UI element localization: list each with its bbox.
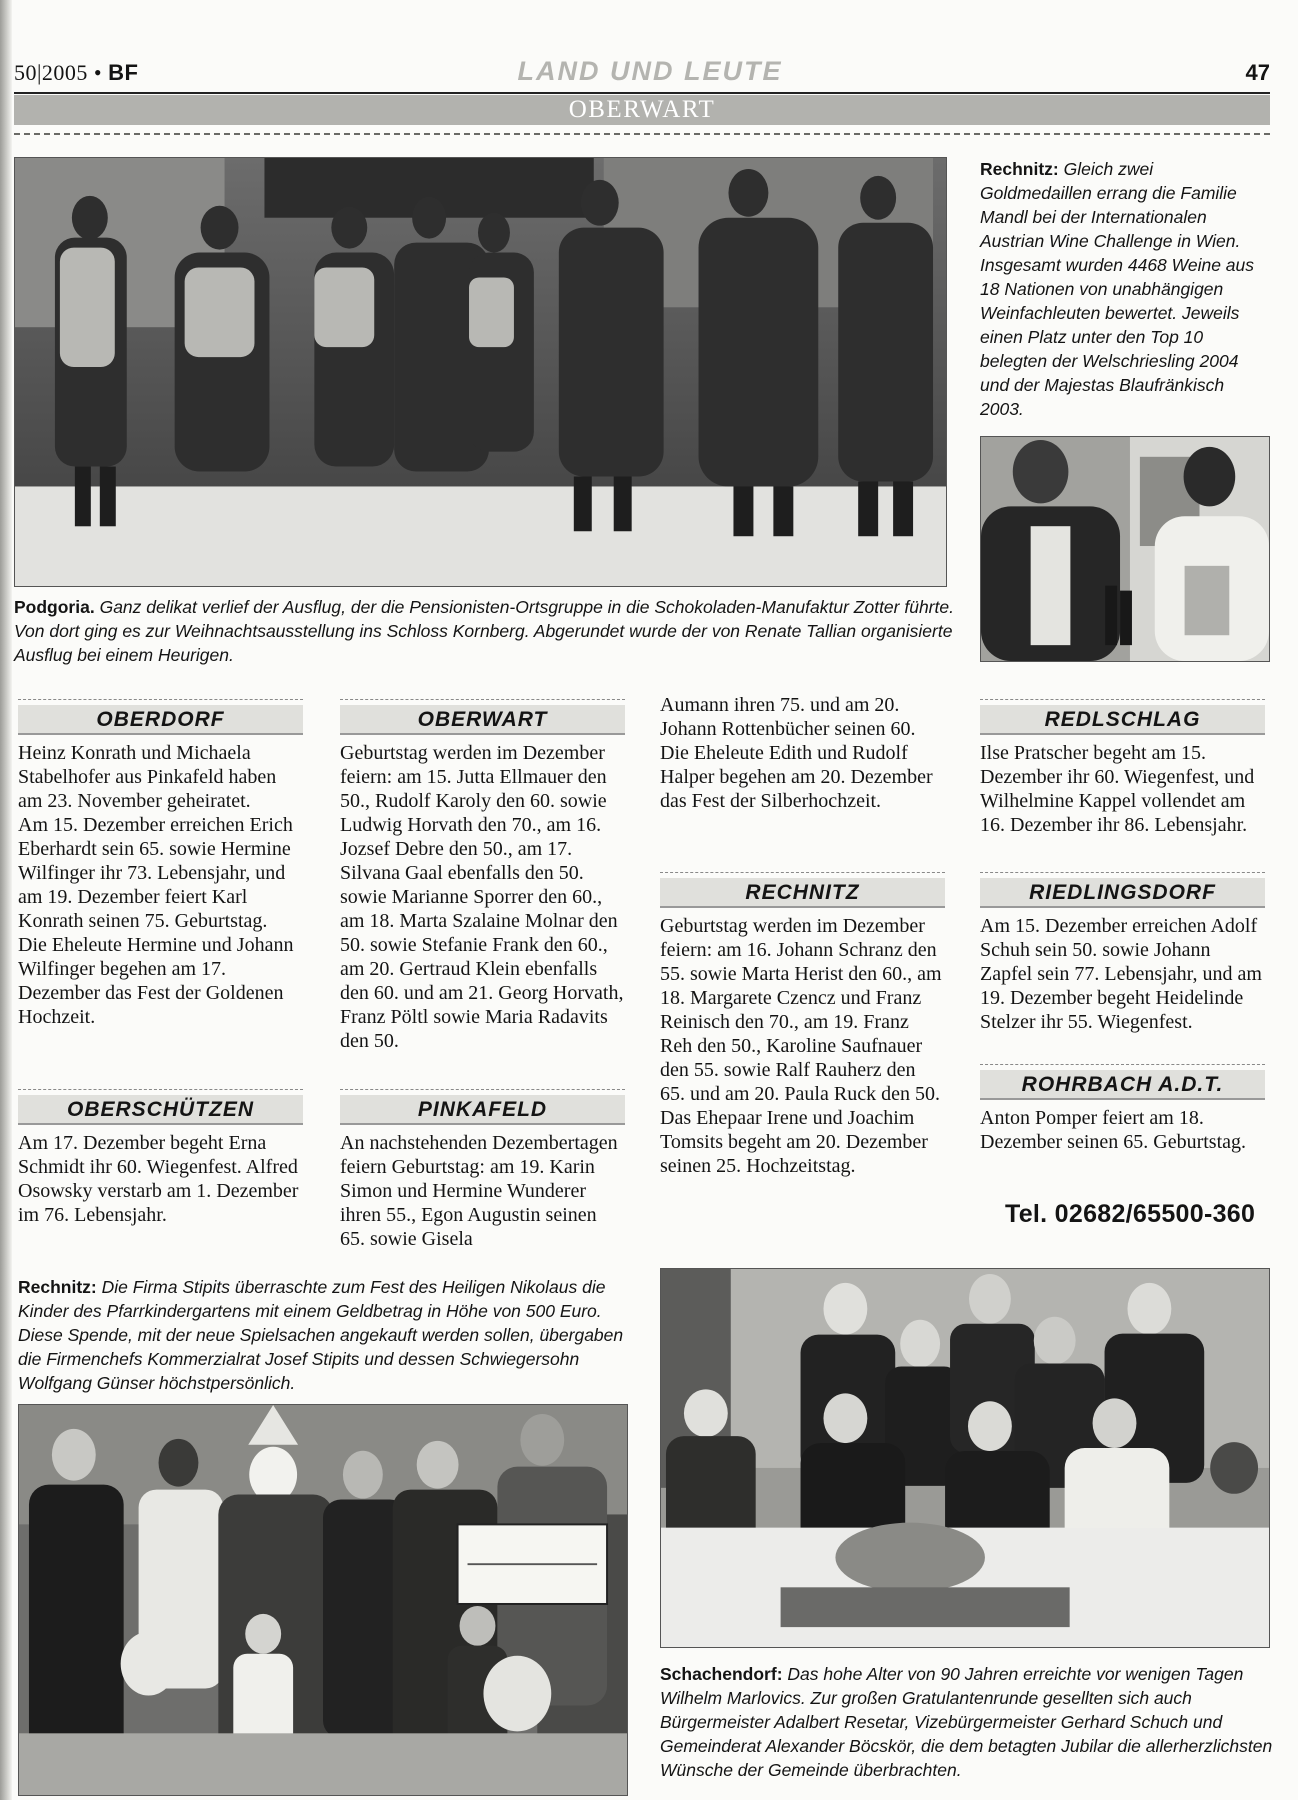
caption-text: Die Firma Stipits überraschte zum Fest des Heiligen Nikolaus die Kinder des Pfarrkindergartens mit einem Geldbetrag in Höhe von 500 Euro. Diese Spende, mit der neue Spielsachen angekauft werden sollen, übergaben die Firmenchefs Kommerzialrat Josef Stipits und dessen Schwiegersohn Wolfgang Günser höchstpersönlich.: [18, 1277, 624, 1393]
page-spine-shadow: [0, 0, 12, 1800]
caption-location: Podgoria.: [14, 597, 95, 617]
section-paragraph: Am 15. Dezember erreichen Adolf Schuh sein 50. sowie Johann Zapfel sein 77. Lebensjahr, und am 19. Dezember begeht Heidelinde Stelzer ihr 55. Wiegenfest.: [980, 915, 1262, 1033]
region-dash-rule: [14, 133, 1270, 135]
header-rule: [14, 92, 1270, 94]
page-number: 47: [1245, 60, 1270, 85]
section-rohrbach: [980, 1064, 1265, 1154]
section-title: REDLSCHLAG: [980, 705, 1265, 735]
section-oberschuetzen: [18, 1089, 303, 1227]
issue-number: 50|2005 •: [14, 60, 103, 85]
section-title: ROHRBACH A.D.T.: [980, 1070, 1265, 1100]
section-title: OBERSCHÜTZEN: [18, 1095, 303, 1125]
section-oberdorf: [18, 699, 303, 1029]
section-paragraph: Die Eheleute Edith und Rudolf Halper begehen am 20. Dezember das Fest der Silberhochzeit.: [660, 742, 933, 812]
wine-award-photo: [980, 436, 1270, 662]
caption-text: Das hohe Alter von 90 Jahren erreichte vor wenigen Tagen Wilhelm Marlovics. Zur großen Gratulantenrunde gesellten sich auch Bürgermeister Adalbert Resetar, Vizebürgermeister Gerhard Schuch und Gemeinderat Alexander Böcskör, die dem betagten Jubilar die allerherzlichsten Wünsche der Gemeinde überbrachten.: [660, 1664, 1273, 1780]
section-paragraph: Das Ehepaar Irene und Joachim Tomsits begeht am 20. Dezember seinen 25. Hochzeitstag.: [660, 1107, 928, 1177]
section-pinkafeld-continued: [660, 693, 945, 813]
section-paragraph: Anton Pomper feiert am 18. Dezember seinen 65. Geburtstag.: [980, 1107, 1247, 1153]
section-riedlingsdorf: [980, 872, 1265, 1034]
section-paragraph: Geburtstag werden im Dezember feiern: am 16. Johann Schranz den 55. sowie Marta Herist den 60., am 18. Margarete Czencz und Franz Reinisch den 70., am 19. Franz Reh den 50., Karoline Saufnauer den 55. sowie Ralf Rauherz den 65. und am 20. Paula Ruck den 50.: [660, 915, 942, 1105]
section-redlschlag: [980, 699, 1265, 837]
group-photo-caption: [14, 595, 954, 667]
section-paragraph: Am 15. Dezember erreichen Erich Eberhardt sein 65. sowie Hermine Wilfinger ihr 73. Lebensjahr, und am 19. Dezember feiert Karl Konrath seinen 75. Geburtstag.: [18, 814, 293, 932]
section-rechnitz: [660, 872, 945, 1178]
birthday-party-photo: [660, 1268, 1270, 1648]
kindergarten-caption: [18, 1275, 638, 1395]
section-title: PINKAFELD: [340, 1095, 625, 1125]
group-photo: [14, 157, 947, 587]
section-paragraph: Aumann ihren 75. und am 20. Johann Rottenbücher seinen 60.: [660, 694, 916, 740]
region-bar: OBERWART: [14, 95, 1270, 125]
section-paragraph: Die Eheleute Hermine und Johann Wilfinger begehen am 17. Dezember das Fest der Goldenen Hochzeit.: [18, 934, 294, 1028]
section-paragraph: Am 17. Dezember begeht Erna Schmidt ihr 60. Wiegenfest. Alfred Osowsky verstarb am 1. Dezember im 76. Lebensjahr.: [18, 1132, 299, 1226]
section-title: OBERWART: [340, 705, 625, 735]
caption-location: Rechnitz:: [980, 159, 1059, 179]
caption-text: Gleich zwei Goldmedaillen errang die Familie Mandl bei der Internationalen Austrian Wine Challenge in Wien. Insgesamt wurden 4468 Weine aus 18 Nationen von unabhängigen Weinfachleuten bewertet. Jeweils einen Platz unter den Top 10 belegten der Welschriesling 2004 und der Majestas Blaufränkisch 2003.: [980, 159, 1255, 419]
phone-number: Tel. 02682/65500-360: [1005, 1200, 1256, 1228]
caption-text: Ganz delikat verlief der Ausflug, der die Pensionisten-Ortsgruppe in die Schokoladen-Manufaktur Zotter führte. Von dort ging es zur Weihnachtsausstellung ins Schloss Kornberg. Abgerundet wurde der von Renate Tallian organisierte Ausflug bei einem Heurigen.: [14, 597, 954, 665]
section-paragraph: An nachstehenden Dezembertagen feiern Geburtstag: am 19. Karin Simon und Hermine Wunderer ihren 55., Egon Augustin seinen 65. sowie Gisela: [340, 1132, 618, 1250]
wine-caption: [980, 157, 1265, 421]
section-title: OBERDORF: [18, 705, 303, 735]
caption-location: Rechnitz:: [18, 1277, 97, 1297]
section-paragraph: Geburtstag werden im Dezember feiern: am 15. Jutta Ellmauer den 50., Rudolf Karoly den 60. sowie Ludwig Horvath den 70., am 16. Jozsef Debre den 50., am 17. Silvana Gaal ebenfalls den 50. sowie Marianne Sporrer den 60., am 18. Marta Szalaine Molnar den 50. sowie Stefanie Frank den 60., am 20. Gertraud Klein ebenfalls den 60. und am 21. Georg Horvath, Franz Pöltl sowie Maria Radavits den 50.: [340, 742, 624, 1052]
issue-header: [14, 60, 138, 86]
section-title: RIEDLINGSDORF: [980, 878, 1265, 908]
section-paragraph: Ilse Pratscher begeht am 15. Dezember ihr 60. Wiegenfest, und Wilhelmine Kappel vollendet am 16. Dezember ihr 86. Lebensjahr.: [980, 742, 1255, 836]
section-heading: LAND UND LEUTE: [517, 56, 783, 86]
check-handover-photo: [18, 1404, 628, 1796]
brand-label: BF: [108, 60, 139, 85]
section-oberwart: [340, 699, 625, 1053]
section-title: RECHNITZ: [660, 878, 945, 908]
birthday-caption: [660, 1662, 1275, 1782]
caption-location: Schachendorf:: [660, 1664, 783, 1684]
section-pinkafeld: [340, 1089, 625, 1251]
section-paragraph: Heinz Konrath und Michaela Stabelhofer aus Pinkafeld haben am 23. November geheiratet.: [18, 742, 277, 812]
